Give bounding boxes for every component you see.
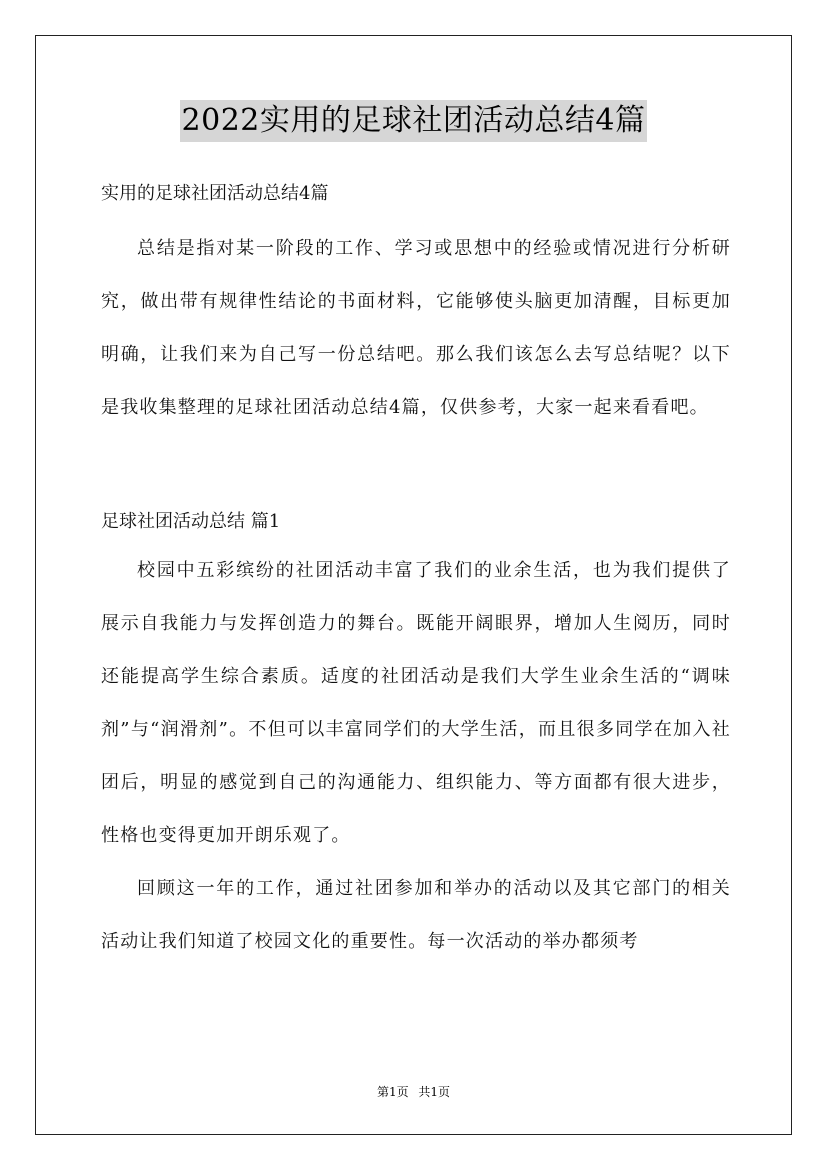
section-heading: 足球社团活动总结 篇1: [101, 511, 281, 532]
document-body: [101, 172, 731, 968]
document-title: 2022实用的足球社团活动总结4篇: [180, 100, 648, 142]
document-subtitle: 实用的足球社团活动总结4篇: [101, 183, 329, 204]
page-number: 第1页: [376, 1085, 409, 1099]
title-area: [0, 100, 827, 142]
page-total: 共1页: [418, 1085, 451, 1099]
body-paragraph: 回顾这一年的工作，通过社团参加和举办的活动以及其它部门的相关活动让我们知道了校园文化的重要性。每一次活动的举办都须考: [101, 878, 731, 952]
page-footer: [0, 1083, 827, 1100]
intro-paragraph: 总结是指对某一阶段的工作、学习或思想中的经验或情况进行分析研究，做出带有规律性结论的书面材料，它能够使头脑更加清醒，目标更加明确，让我们来为自己写一份总结吧。那么我们该怎么去写总结呢？以下是我收集整理的足球社团活动总结4篇，仅供参考，大家一起来看看吧。: [101, 238, 731, 418]
body-paragraph: 校园中五彩缤纷的社团活动丰富了我们的业余生活，也为我们提供了展示自我能力与发挥创造力的舞台。既能开阔眼界，增加人生阅历，同时还能提高学生综合素质。适度的社团活动是我们大学生业余生活的“调味剂”与“润滑剂”。不但可以丰富同学们的大学生活，而且很多同学在加入社团后，明显的感觉到自己的沟通能力、组织能力、等方面都有很大进步，性格也变得更加开朗乐观了。: [101, 560, 731, 846]
